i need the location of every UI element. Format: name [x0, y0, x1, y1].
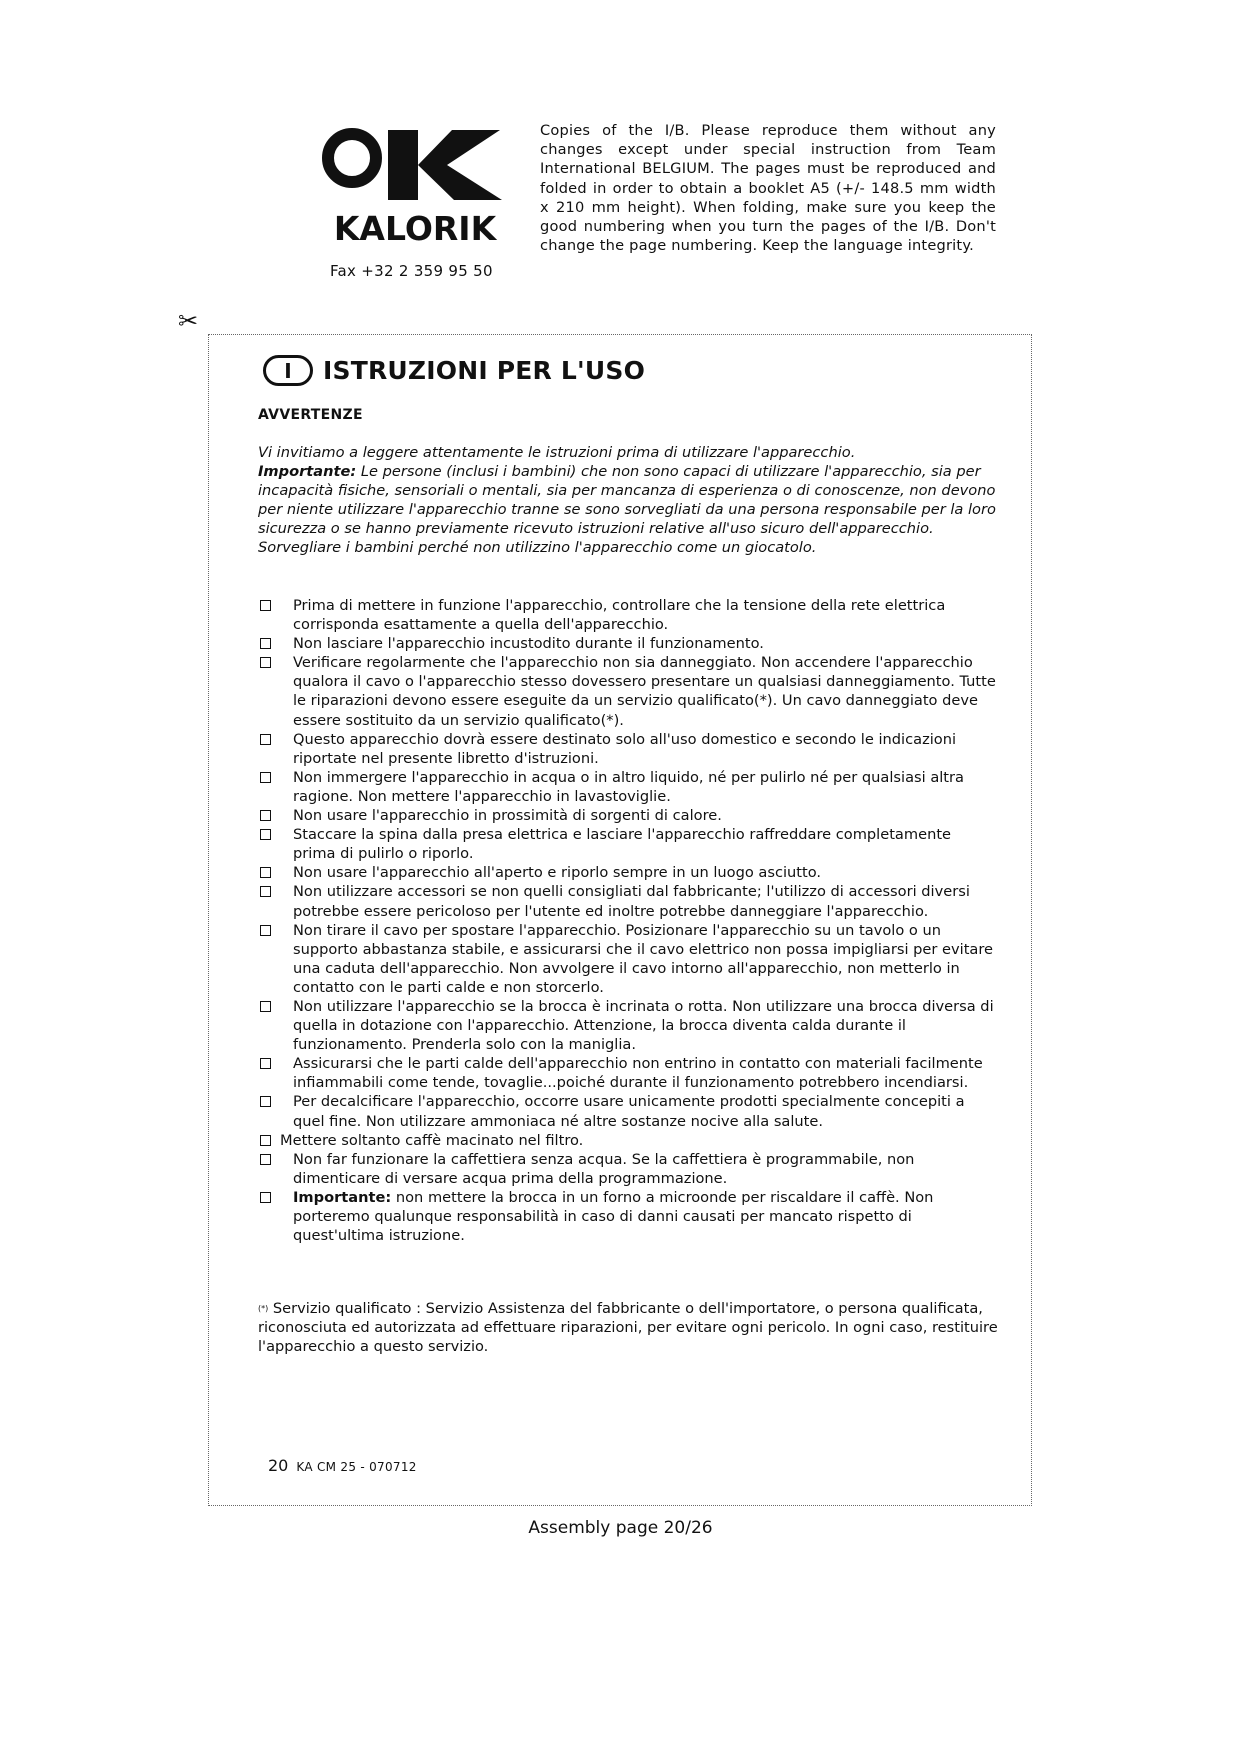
list-item: Non utilizzare l'apparecchio se la brocca è incrinata o rotta. Non utilizzare una brocca diversa di quella in dotazione con l'apparecchio. Attenzione, la brocca diventa calda durante il funzionamento. Prenderla solo con la maniglia.	[258, 997, 998, 1054]
important-label: Importante:	[258, 463, 357, 480]
checkbox-bullet-icon	[260, 772, 271, 783]
checkbox-bullet-icon	[260, 1192, 271, 1203]
checkbox-bullet-icon	[260, 1135, 271, 1146]
page-footer	[268, 1456, 417, 1475]
list-item: Non utilizzare accessori se non quelli consigliati dal fabbricante; l'utilizzo di accessori diversi potrebbe essere pericoloso per l'utente ed inoltre potrebbe danneggiare l'apparecchio.	[258, 882, 998, 920]
list-item: Importante: non mettere la brocca in un forno a microonde per riscaldare il caffè. Non porteremo qualunque responsabilità in caso di danni causati per mancato rispetto di quest'ultima istruzione.	[258, 1188, 998, 1245]
scissors-icon: ✂	[178, 307, 199, 335]
intro-paragraph	[258, 443, 998, 557]
important-label: Importante:	[293, 1188, 392, 1206]
checkbox-bullet-icon	[260, 1096, 271, 1107]
section-title-row	[263, 355, 645, 386]
fax-number: Fax +32 2 359 95 50	[330, 262, 493, 280]
checkbox-bullet-icon	[260, 867, 271, 878]
checkbox-bullet-icon	[260, 600, 271, 611]
list-item: Non immergere l'apparecchio in acqua o in altro liquido, né per pulirlo né per qualsiasi altra ragione. Non mettere l'apparecchio in lavastoviglie.	[258, 768, 998, 806]
footnote-text: Servizio qualificato : Servizio Assistenza del fabbricante o dell'importatore, o persona qualificata, riconosciuta ed autorizzata ad effettuare riparazioni, per evitare ogni pericolo. In ogni caso, restituire l'apparecchio a questo servizio.	[258, 1300, 998, 1356]
checkbox-bullet-icon	[260, 657, 271, 668]
checkbox-bullet-icon	[260, 925, 271, 936]
language-badge: I	[263, 355, 313, 386]
footnote-marker: (*)	[258, 1304, 269, 1313]
list-item: Mettere soltanto caffè macinato nel filtro.	[258, 1131, 998, 1150]
list-item: Non far funzionare la caffettiera senza acqua. Se la caffettiera è programmabile, non dimenticare di versare acqua prima della programmazione.	[258, 1150, 998, 1188]
checkbox-bullet-icon	[260, 1001, 271, 1012]
checkbox-bullet-icon	[260, 1154, 271, 1165]
list-item: Prima di mettere in funzione l'apparecchio, controllare che la tensione della rete elettrica corrisponda esattamente a quella dell'apparecchio.	[258, 596, 998, 634]
list-item: Non usare l'apparecchio all'aperto e riporlo sempre in un luogo asciutto.	[258, 863, 998, 882]
safety-rules-list	[258, 596, 998, 1245]
list-item: Non usare l'apparecchio in prossimità di sorgenti di calore.	[258, 806, 998, 825]
list-item: Non tirare il cavo per spostare l'apparecchio. Posizionare l'apparecchio su un tavolo o un supporto abbastanza stabile, e assicurarsi che il cavo elettrico non possa impigliarsi per evitare una caduta dell'apparecchio. Non avvolgere il cavo intorno all'apparecchio, non metterlo in contatto con le parti calde e non storcerlo.	[258, 921, 998, 997]
list-item: Questo apparecchio dovrà essere destinato solo all'uso domestico e secondo le indicazioni riportate nel presente libretto d'istruzioni.	[258, 730, 998, 768]
checkbox-bullet-icon	[260, 638, 271, 649]
model-code: KA CM 25 - 070712	[296, 1460, 417, 1474]
checkbox-bullet-icon	[260, 886, 271, 897]
checkbox-bullet-icon	[260, 734, 271, 745]
important-text: Le persone (inclusi i bambini) che non sono capaci di utilizzare l'apparecchio, sia per incapacità fisiche, sensoriali o mentali, sia per mancanza di esperienza o di conoscenze, non devono per niente utilizzare l'apparecchio tranne se sono sorvegliati da una persona responsabile per la loro sicurezza o se hanno previamente ricevuto istruzioni relative all'uso sicuro dell'apparecchio.	[258, 463, 996, 537]
list-item: Verificare regolarmente che l'apparecchio non sia danneggiato. Non accendere l'apparecchio qualora il cavo o l'apparecchio stesso dovessero presentare un qualsiasi danneggiamento. Tutte le riparazioni devono essere eseguite da un servizio qualificato(*). Un cavo danneggiato deve essere sostituito da un servizio qualificato(*).	[258, 653, 998, 729]
reproduction-instructions: Copies of the I/B. Please reproduce them without any changes except under special instruction from Team International BELGIUM. The pages must be reproduced and folded in order to obtain a booklet A5 (+/- 148.5 mm width x 210 mm height). When folding, make sure you keep the good numbering when you turn the pages of the I/B. Don't change the page numbering. Keep the language integrity.	[540, 122, 996, 255]
qualified-service-footnote	[258, 1299, 998, 1356]
list-item: Staccare la spina dalla presa elettrica e lasciare l'apparecchio raffreddare completamente prima di pulirlo o riporlo.	[258, 825, 998, 863]
page-number: 20	[268, 1456, 289, 1475]
checkbox-bullet-icon	[260, 810, 271, 821]
list-item: Assicurarsi che le parti calde dell'apparecchio non entrino in contatto con materiali facilmente infiammabili come tende, tovaglie...poiché durante il funzionamento potrebbero incendiarsi.	[258, 1054, 998, 1092]
important-note	[258, 462, 998, 538]
checkbox-bullet-icon	[260, 1058, 271, 1069]
logo-text: KALORIK	[333, 209, 497, 245]
page-title: ISTRUZIONI PER L'USO	[323, 356, 646, 385]
checkbox-bullet-icon	[260, 829, 271, 840]
intro-line: Vi invitiamo a leggere attentamente le istruzioni prima di utilizzare l'apparecchio.	[258, 444, 856, 461]
list-item: Non lasciare l'apparecchio incustodito durante il funzionamento.	[258, 634, 998, 653]
list-item: Per decalcificare l'apparecchio, occorre usare unicamente prodotti specialmente concepiti a quel fine. Non utilizzare ammoniaca né altre sostanze nocive alla salute.	[258, 1092, 998, 1130]
kalorik-logo	[322, 128, 508, 245]
warnings-heading: AVVERTENZE	[258, 407, 363, 423]
intro-line: Sorvegliare i bambini perché non utilizzino l'apparecchio come un giocatolo.	[258, 539, 817, 556]
assembly-page-label: Assembly page 20/26	[528, 1518, 713, 1538]
